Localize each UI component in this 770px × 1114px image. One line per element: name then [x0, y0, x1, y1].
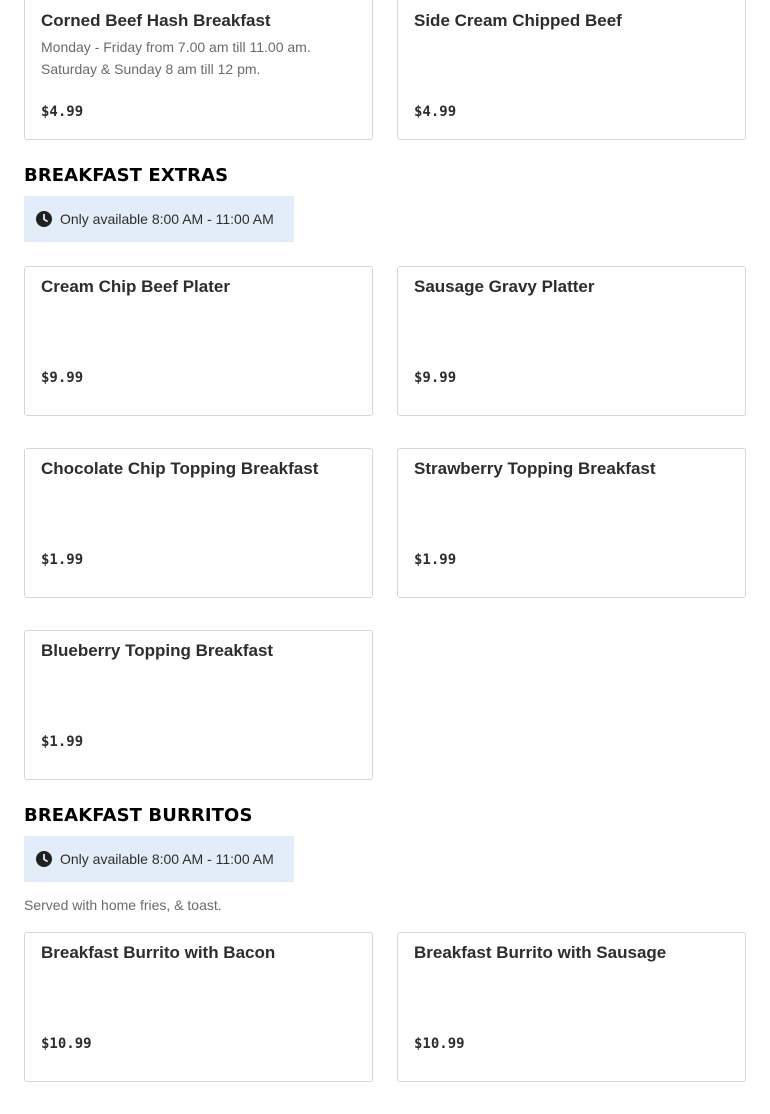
menu-item-description: Monday - Friday from 7.00 am till 11.00 am. Saturday & Sunday 8 am till 12 pm. [41, 39, 311, 77]
menu-item-card[interactable] [397, 0, 746, 140]
menu-item-name: Cream Chip Beef Plater [41, 277, 230, 296]
clock-icon [36, 211, 52, 227]
menu-item-card[interactable] [397, 932, 746, 1082]
menu-item-price: $4.99 [414, 104, 457, 120]
availability-banner [24, 196, 294, 242]
menu-item-name: Side Cream Chipped Beef [414, 11, 622, 30]
menu-item-name: Breakfast Burrito with Bacon [41, 943, 276, 962]
menu-item-card[interactable] [24, 448, 373, 598]
menu-item-name: Sausage Gravy Platter [414, 277, 595, 296]
menu-item-card[interactable] [24, 266, 373, 416]
menu-item-name: Chocolate Chip Topping Breakfast [41, 459, 319, 478]
section-title-breakfast-extras: BREAKFAST EXTRAS [24, 165, 229, 186]
menu-item-name: Corned Beef Hash Breakfast [41, 11, 271, 30]
menu-item-name: Breakfast Burrito with Sausage [414, 943, 667, 962]
menu-item-price: $1.99 [41, 552, 84, 568]
menu-item-card[interactable] [397, 448, 746, 598]
menu-item-card[interactable] [397, 266, 746, 416]
menu-item-price: $1.99 [414, 552, 457, 568]
section-description: Served with home fries, & toast. [24, 897, 222, 913]
menu-item-price: $10.99 [414, 1036, 465, 1052]
menu-item-name: Strawberry Topping Breakfast [414, 459, 656, 478]
availability-text: Only available 8:00 AM - 11:00 AM [60, 211, 274, 227]
clock-icon [36, 851, 52, 867]
menu-item-card[interactable] [24, 0, 373, 140]
menu-item-name: Blueberry Topping Breakfast [41, 641, 274, 660]
menu-item-price: $9.99 [41, 370, 84, 386]
section-title-breakfast-burritos: BREAKFAST BURRITOS [24, 805, 253, 826]
menu-item-card[interactable] [24, 630, 373, 780]
menu-item-card[interactable] [24, 932, 373, 1082]
availability-text: Only available 8:00 AM - 11:00 AM [60, 851, 274, 867]
menu-item-price: $4.99 [41, 104, 84, 120]
menu-item-price: $1.99 [41, 734, 84, 750]
menu-item-price: $9.99 [414, 370, 457, 386]
menu-item-price: $10.99 [41, 1036, 92, 1052]
availability-banner [24, 836, 294, 882]
